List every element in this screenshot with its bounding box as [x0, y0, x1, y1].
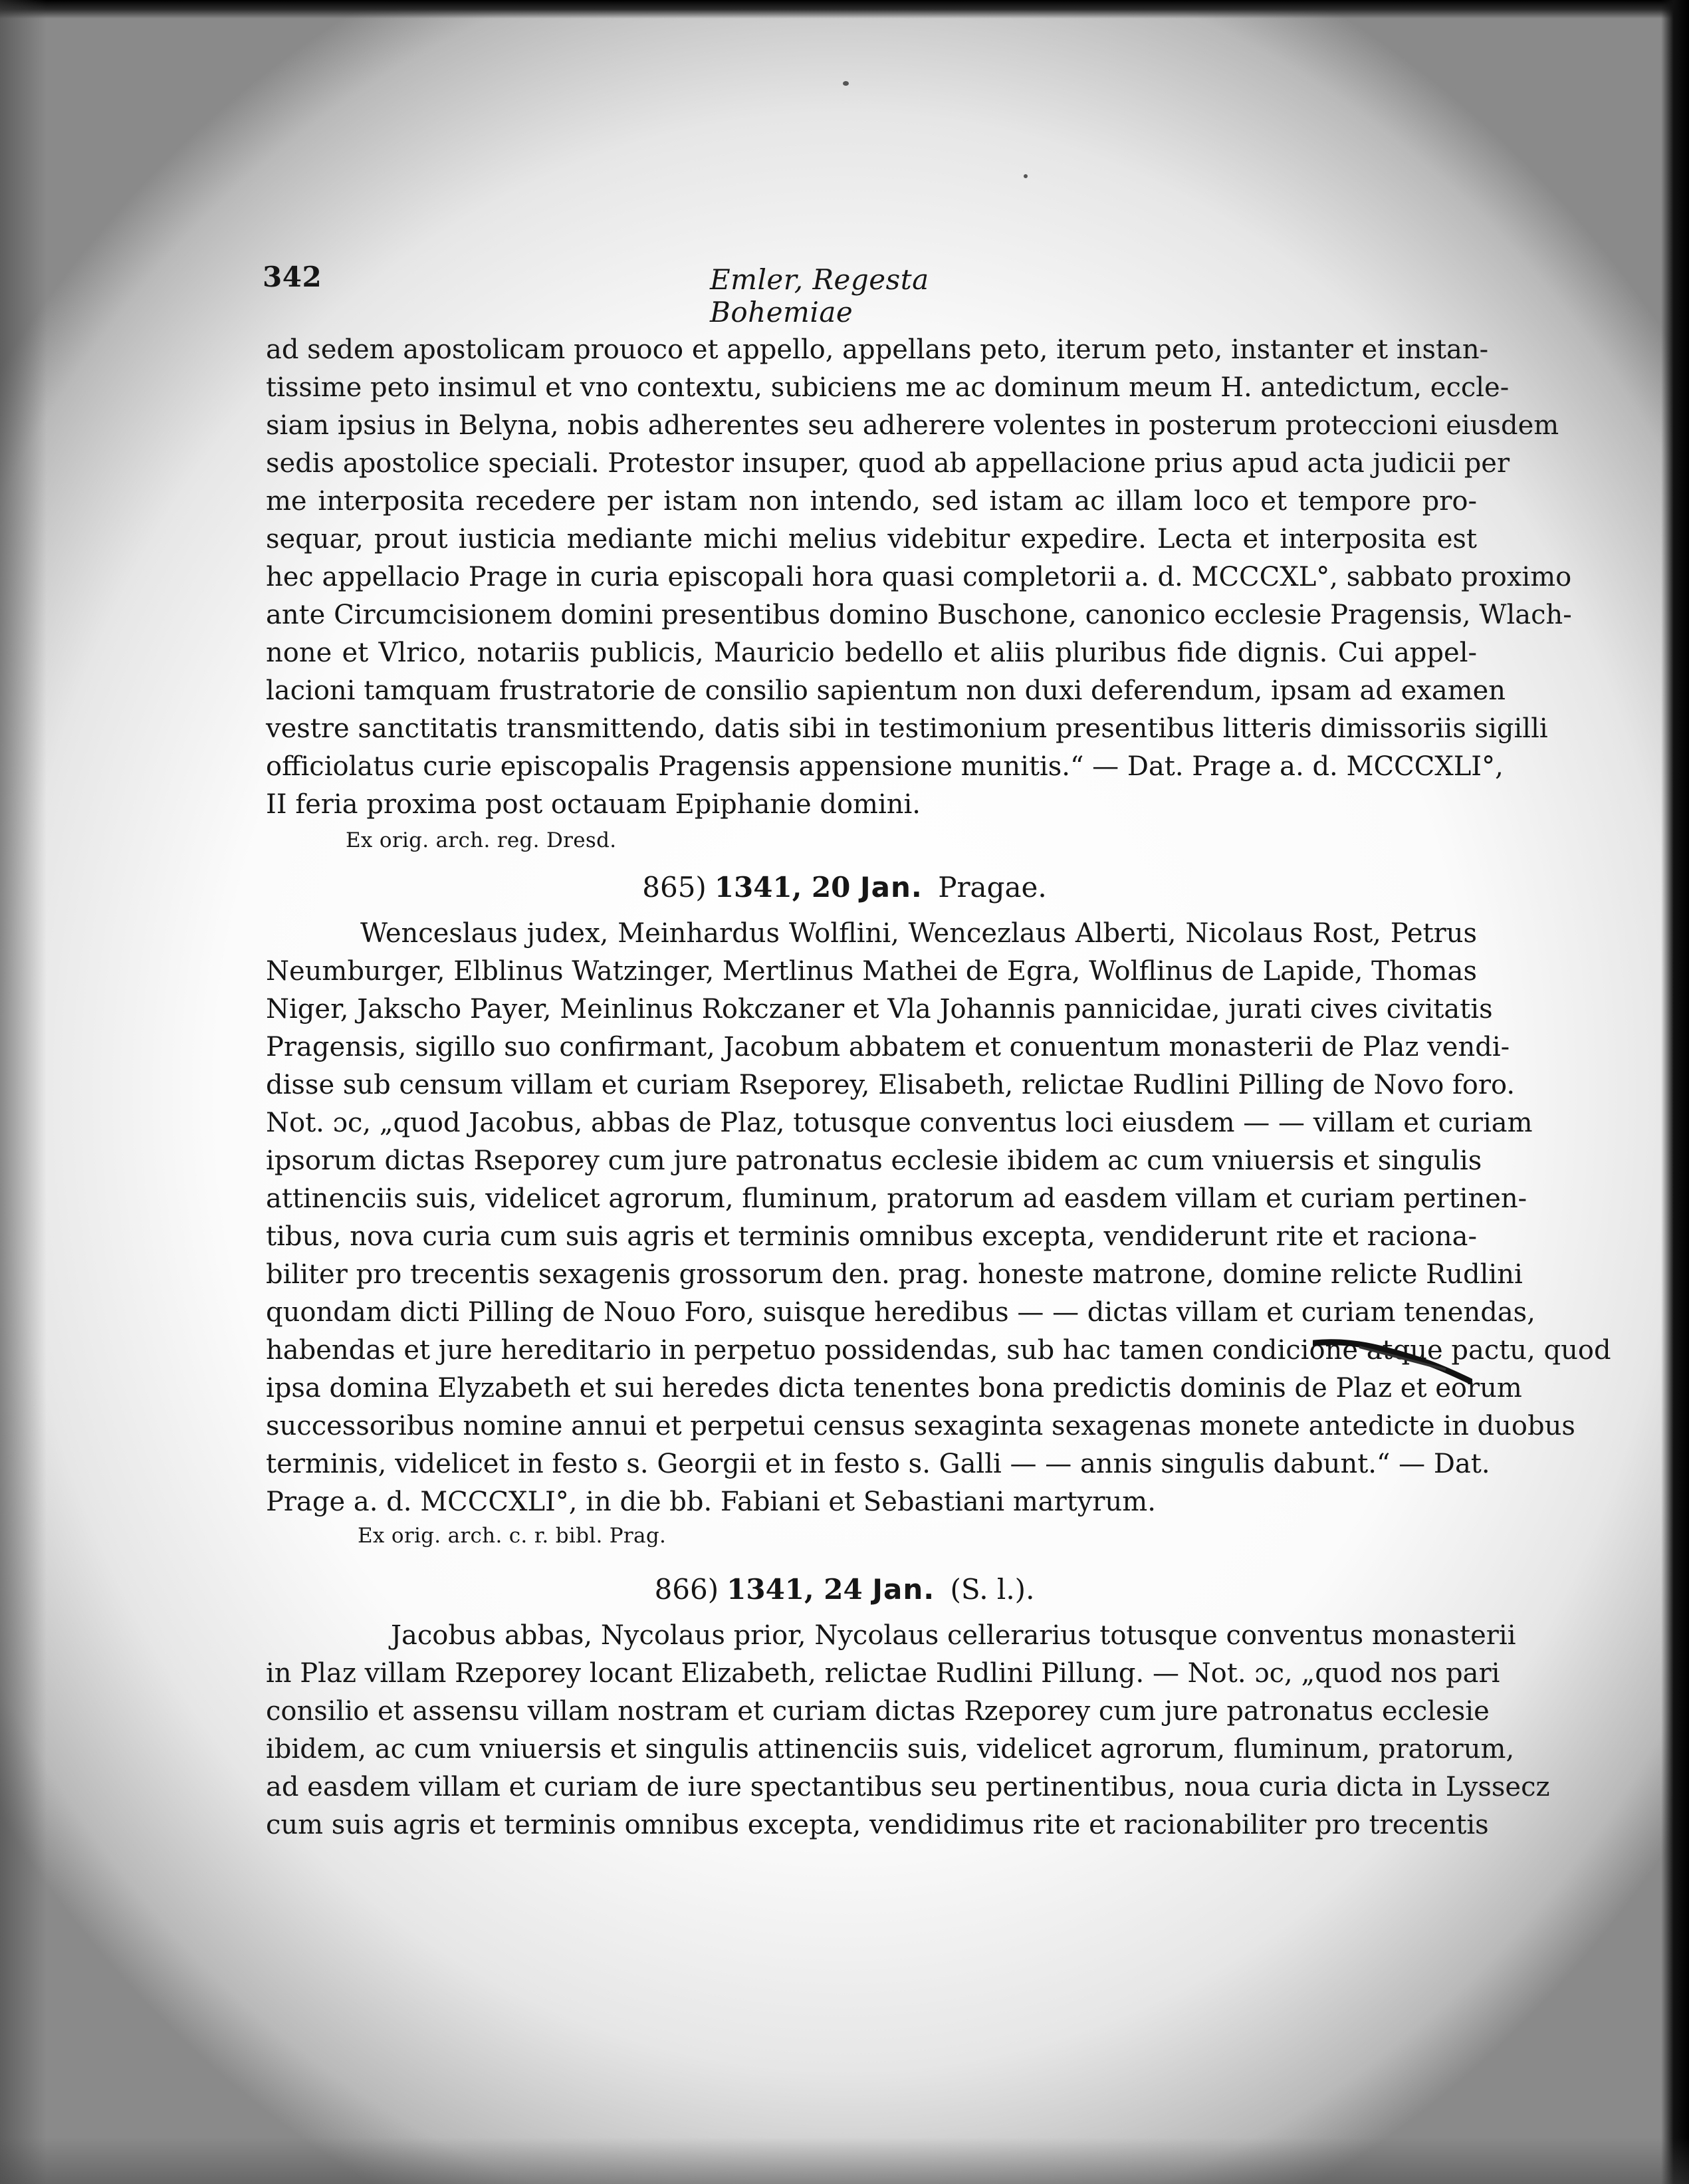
- entry-month: Jan.: [860, 871, 923, 904]
- text-line: ipsorum dictas Rseporey cum jure patronatus ecclesie ibidem ac cum vniuersis et singulis: [266, 1146, 1482, 1176]
- entry-place: (S. l.).: [950, 1573, 1035, 1606]
- entry-year-day: 1341, 24: [727, 1573, 863, 1606]
- entry-number: 865): [642, 871, 707, 904]
- source-note: Ex orig. arch. reg. Dresd.: [346, 828, 617, 852]
- text-line: ante Circumcisionem domini presentibus domino Buschone, canonico ecclesie Pragensis, Wlach-: [266, 600, 1572, 630]
- text-line: tissime peto insimul et vno contextu, subiciens me ac dominum meum H. antedictum, eccle-: [266, 372, 1510, 403]
- text-line: officiolatus curie episcopalis Pragensis appensione munitis.“ — Dat. Prage a. d. MCCCXLI°,: [266, 751, 1504, 782]
- text-line: ipsa domina Elyzabeth et sui heredes dicta tenentes bona predictis dominis de Plaz et eorum: [266, 1373, 1522, 1403]
- text-line: habendas et jure hereditario in perpetuo possidendas, sub hac tamen condicione atque pactu, quod: [266, 1335, 1611, 1366]
- text-line: attinenciis suis, videlicet agrorum, fluminum, pratorum ad easdem villam et curiam pertinen-: [266, 1183, 1527, 1214]
- text-line: disse sub censum villam et curiam Rseporey, Elisabeth, relictae Rudlini Pilling de Novo foro.: [266, 1070, 1516, 1100]
- text-line: Niger, Jakscho Payer, Meinlinus Rokczaner et Vla Johannis pannicidae, jurati cives civitatis: [266, 994, 1493, 1025]
- text-line: Neumburger, Elblinus Watzinger, Mertlinus Mathei de Egra, Wolflinus de Lapide, Thomas: [266, 956, 1477, 987]
- text-line: II feria proxima post octauam Epiphanie domini.: [266, 789, 921, 820]
- text-line: siam ipsius in Belyna, nobis adherentes seu adherere volentes in posterum proteccioni eiusdem: [266, 410, 1559, 441]
- text-line: cum suis agris et terminis omnibus excepta, vendidimus rite et racionabiliter pro trecentis: [266, 1810, 1489, 1840]
- text-line: Prage a. d. MCCCXLI°, in die bb. Fabiani et Sebastiani martyrum.: [266, 1487, 1156, 1517]
- scan-edge-left: [0, 0, 47, 2184]
- text-line: Not. ɔc, „quod Jacobus, abbas de Plaz, totusque conventus loci eiusdem — — villam et curiam: [266, 1108, 1533, 1138]
- text-line: Jacobus abbas, Nycolaus prior, Nycolaus cellerarius totusque conventus monasterii: [391, 1620, 1516, 1651]
- text-line: tibus, nova curia cum suis agris et terminis omnibus excepta, vendiderunt rite et raciona-: [266, 1221, 1477, 1252]
- entry-place: Pragae.: [938, 871, 1047, 904]
- text-line: terminis, videlicet in festo s. Georgii et in festo s. Galli — — annis singulis dabunt.“ — Dat.: [266, 1449, 1490, 1479]
- entry-month: Jan.: [872, 1573, 935, 1606]
- scan-edge-right: [1661, 0, 1689, 2184]
- text-line: ad sedem apostolicam prouoco et appello, appellans peto, iterum peto, instanter et instan-: [266, 334, 1489, 365]
- entry-heading-865: [0, 871, 1689, 904]
- text-line: successoribus nomine annui et perpetui census sexaginta sexagenas monete antedicte in duobus: [266, 1411, 1575, 1441]
- entry-year-day: 1341, 20: [714, 871, 851, 904]
- pencil-smudge: [1313, 1338, 1472, 1384]
- page-number: 342: [263, 261, 322, 293]
- text-line: in Plaz villam Rzeporey locant Elizabeth, relictae Rudlini Pillung. — Not. ɔc, „quod nos pari: [266, 1658, 1500, 1689]
- text-line: me interposita recedere per istam non intendo, sed istam ac illam loco et tempore pro-: [266, 486, 1477, 517]
- entry-date: [715, 871, 929, 904]
- text-line: lacioni tamquam frustratorie de consilio sapientum non duxi deferendum, ipsam ad examen: [266, 675, 1506, 706]
- scan-edge-top: [0, 0, 1689, 19]
- text-line: hec appellacio Prage in curia episcopali hora quasi completorii a. d. MCCCXL°, sabbato proximo: [266, 562, 1572, 592]
- text-line: vestre sanctitatis transmittendo, datis sibi in testimonium presentibus litteris dimissoriis sigilli: [266, 713, 1548, 744]
- text-line: sedis apostolice speciali. Protestor insuper, quod ab appellacione prius apud acta judicii per: [266, 448, 1510, 479]
- entry-number: 866): [654, 1573, 719, 1606]
- text-line: sequar, prout iusticia mediante michi melius videbitur expedire. Lecta et interposita est: [266, 524, 1477, 554]
- text-line: Pragensis, sigillo suo confirmant, Jacobum abbatem et conuentum monasterii de Plaz vendi-: [266, 1032, 1510, 1062]
- entry-date: [727, 1573, 941, 1606]
- scan-edge-bottom: [0, 2137, 1689, 2184]
- text-line: none et Vlrico, notariis publicis, Mauricio bedello et aliis pluribus fide dignis. Cui appel-: [266, 638, 1477, 668]
- running-title: Emler, Regesta Bohemiae: [710, 263, 929, 328]
- scan-speck: [1024, 174, 1028, 178]
- entry-heading-866: [0, 1573, 1689, 1606]
- text-line: Wenceslaus judex, Meinhardus Wolflini, Wencezlaus Alberti, Nicolaus Rost, Petrus: [360, 918, 1477, 949]
- source-note: Ex orig. arch. c. r. bibl. Prag.: [358, 1524, 667, 1548]
- text-line: ad easdem villam et curiam de iure spectantibus seu pertinentibus, noua curia dicta in Lyssecz: [266, 1772, 1550, 1802]
- text-line: consilio et assensu villam nostram et curiam dictas Rzeporey cum jure patronatus ecclesie: [266, 1696, 1490, 1727]
- text-line: biliter pro trecentis sexagenis grossorum den. prag. honeste matrone, domine relicte Rudlini: [266, 1259, 1523, 1290]
- scan-speck: [843, 81, 849, 86]
- text-line: quondam dicti Pilling de Nouo Foro, suisque heredibus — — dictas villam et curiam tenendas,: [266, 1297, 1535, 1328]
- text-line: ibidem, ac cum vniuersis et singulis attinenciis suis, videlicet agrorum, fluminum, pratorum,: [266, 1734, 1515, 1764]
